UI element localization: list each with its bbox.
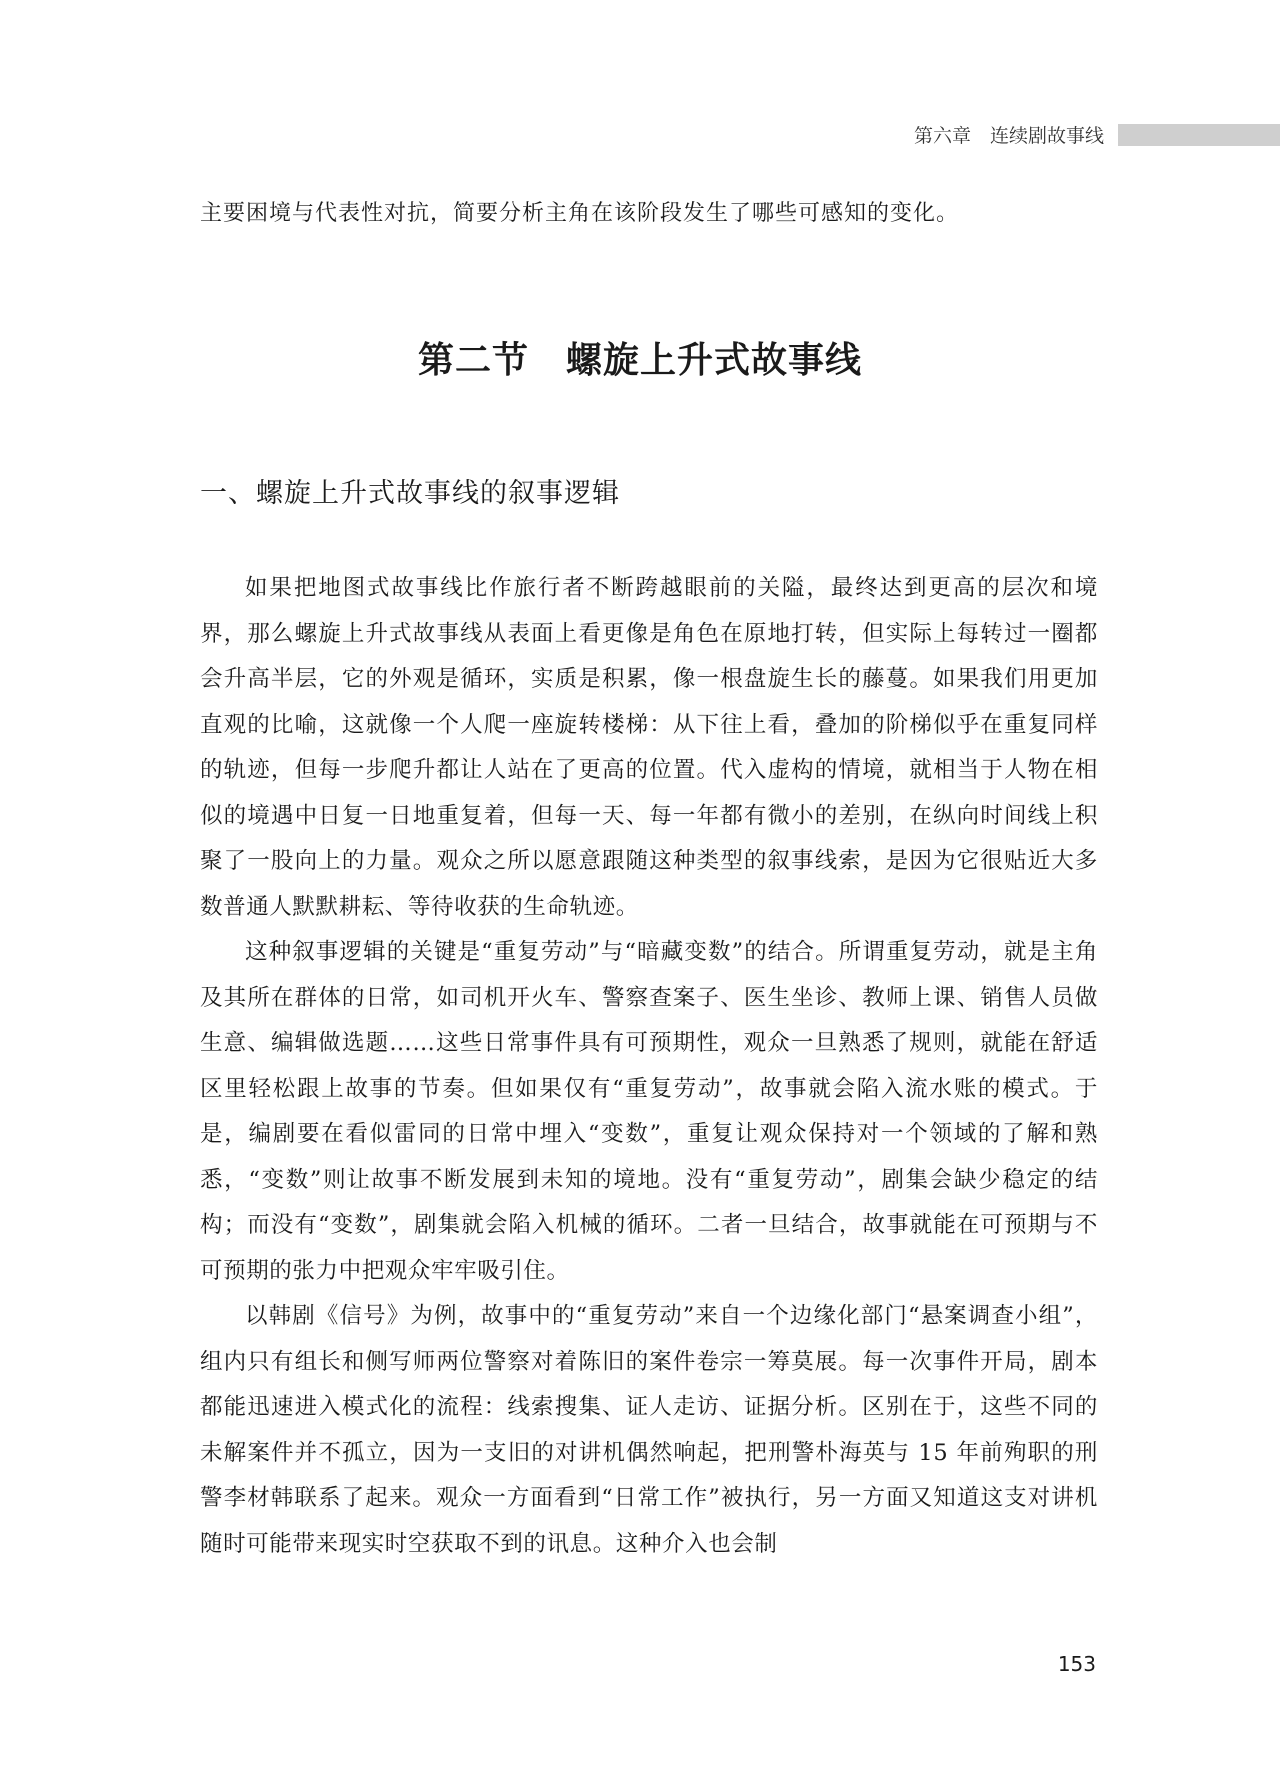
paragraph: 这种叙事逻辑的关键是“重复劳动”与“暗藏变数”的结合。所谓重复劳动，就是主角及其所在群体的日常，如司机开火车、警察查案子、医生坐诊、教师上课、销售人员做生意、编辑做选题……这些日常事件具有可预期性，观众一旦熟悉了规则，就能在舒适区里轻松跟上故事的节奏。但如果仅有“重复劳动”，故事就会陷入流水账的模式。于是，编剧要在看似雷同的日常中埋入“变数”，重复让观众保持对一个领域的了解和熟悉，“变数”则让故事不断发展到未知的境地。没有“重复劳动”，剧集会缺少稳定的结构；而没有“变数”，剧集就会陷入机械的循环。二者一旦结合，故事就能在可预期与不可预期的张力中把观众牢牢吸引住。: [200, 939, 1098, 1284]
paragraph: 以韩剧《信号》为例，故事中的“重复劳动”来自一个边缘化部门“悬案调查小组”，组内只有组长和侧写师两位警察对着陈旧的案件卷宗一筹莫展。每一次事件开局，剧本都能迅速进入模式化的流程：线索搜集、证人走访、证据分析。区别在于，这些不同的未解案件并不孤立，因为一支旧的对讲机偶然响起，把刑警朴海英与 15 年前殉职的刑警李材韩联系了起来。观众一方面看到“日常工作”被执行，另一方面又知道这支对讲机随时可能带来现实时空获取不到的讯息。这种介入也会制: [200, 1303, 1098, 1557]
header-gray-bar: [1118, 124, 1280, 146]
section-title: 第二节 螺旋上升式故事线: [417, 339, 862, 381]
paragraph: 如果把地图式故事线比作旅行者不断跨越眼前的关隘，最终达到更高的层次和境界，那么螺旋上升式故事线从表面上看更像是角色在原地打转，但实际上每转过一圈都会升高半层，它的外观是循环，实质是积累，像一根盘旋生长的藤蔓。如果我们用更加直观的比喻，这就像一个人爬一座旋转楼梯：从下往上看，叠加的阶梯似乎在重复同样的轨迹，但每一步爬升都让人站在了更高的位置。代入虚构的情境，就相当于人物在相似的境遇中日复一日地重复着，但每一天、每一年都有微小的差别，在纵向时间线上积聚了一股向上的力量。观众之所以愿意跟随这种类型的叙事线索，是因为它很贴近大多数普通人默默耕耘、等待收获的生命轨迹。: [200, 575, 1098, 920]
body-text: [200, 566, 1098, 1567]
page-number: 153: [1057, 1652, 1096, 1676]
subsection-title: 一、螺旋上升式故事线的叙事逻辑: [200, 478, 620, 509]
carryover-text: 主要困境与代表性对抗，简要分析主角在该阶段发生了哪些可感知的变化。: [200, 201, 960, 226]
running-header: [0, 122, 1280, 150]
chapter-title: 第六章 连续剧故事线: [913, 125, 1104, 147]
